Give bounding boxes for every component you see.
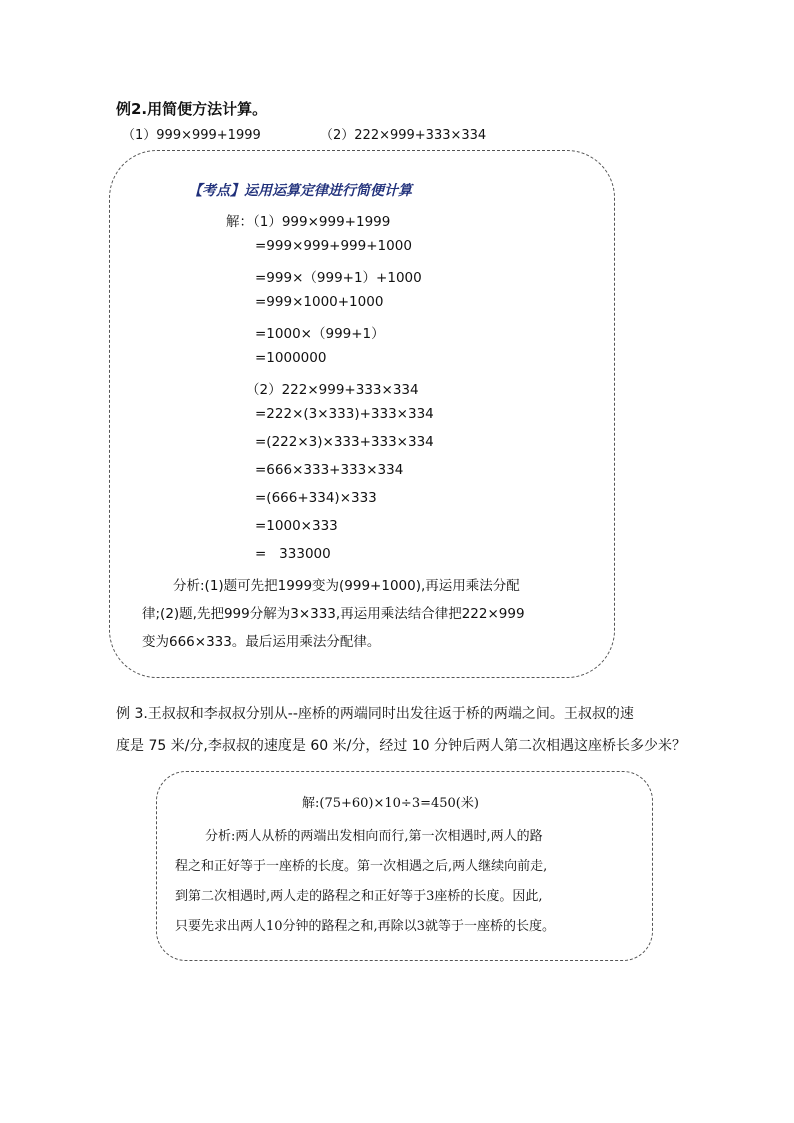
example2-title: 例2.用简便方法计算。 [116,100,268,118]
solution-step: =(666+334)×333 [255,490,377,506]
example3-question-line: 度是 75 米/分,李叔叔的速度是 60 米/分，经过 10 分钟后两人第二次相遇这座桥长多少米？ [116,738,687,754]
solution-step: =(222×3)×333+333×334 [255,434,434,450]
analysis-line: 分析:(1)题可先把1999变为(999+1000),再运用乘法分配 [173,578,520,594]
analysis-line: 分析:两人从桥的两端出发相向而行,第一次相遇时,两人的路 [205,829,543,844]
example2-question-1: （1）999×999+1999 [122,128,261,143]
solution-step: =222×(3×333)+333×334 [255,406,434,422]
example3-question-line: 例 3.王叔叔和李叔叔分别从--座桥的两端同时出发往返于桥的两端之间。王叔叔的速 [116,706,634,722]
solution-step: =1000×333 [255,518,338,534]
solution-step: （2）222×999+333×334 [246,382,419,398]
solution-step: =666×333+333×334 [255,462,404,478]
analysis-line: 只要先求出两人10分钟的路程之和,再除以3就等于一座桥的长度。 [175,919,555,934]
solution-step: =1000×（999+1） [255,326,385,342]
solution-step: =1000000 [255,350,327,366]
solution-step: =999×（999+1）+1000 [255,270,422,286]
kaodian-label: 【考点】运用运算定律进行简便计算 [188,183,412,199]
analysis-line: 变为666×333。最后运用乘法分配律。 [142,634,381,650]
solution-step: =999×999+999+1000 [255,238,412,254]
example3-solution: 解:(75+60)×10÷3=450(米) [302,796,479,811]
example3-solution-box [156,771,653,961]
analysis-line: 程之和正好等于一座桥的长度。第一次相遇之后,两人继续向前走, [175,859,548,874]
analysis-line: 到第二次相遇时,两人走的路程之和正好等于3座桥的长度。因此, [175,889,543,904]
solution-step: =999×1000+1000 [255,294,384,310]
analysis-line: 律;(2)题,先把999分解为3×333,再运用乘法结合律把222×999 [142,606,525,622]
example2-question-2: （2）222×999+333×334 [320,128,487,143]
solution-step: = 333000 [255,546,331,562]
solution-step: 解：（1）999×999+1999 [226,214,391,230]
